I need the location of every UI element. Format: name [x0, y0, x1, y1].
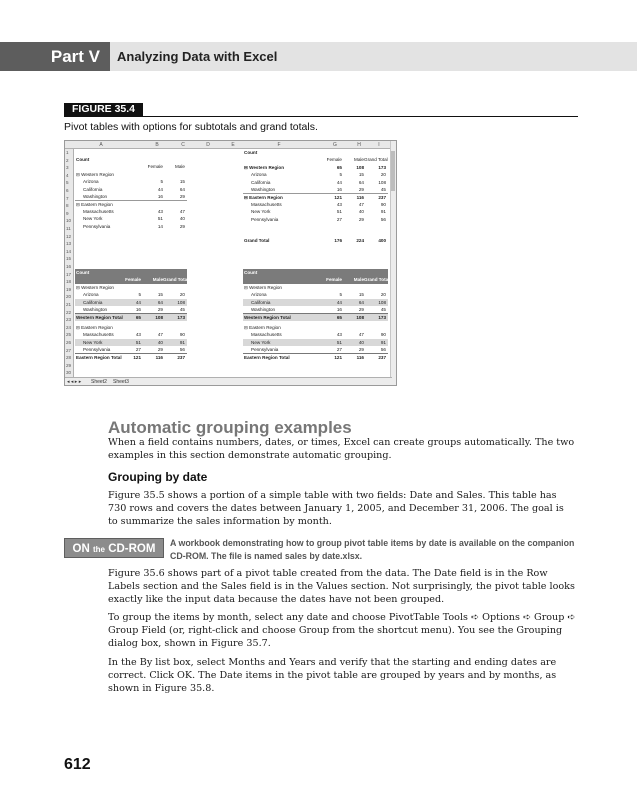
pivot-row [243, 313, 388, 320]
pivot-cell: 29 [157, 347, 163, 352]
pivot-cell: 16 [135, 307, 141, 312]
pivot-cell: 16 [157, 194, 163, 199]
pivot-row [75, 331, 187, 338]
row-header[interactable]: 12 [66, 233, 72, 239]
pivot-cell: Male [353, 277, 364, 283]
pivot-cell: 90 [380, 332, 386, 338]
row-header[interactable]: 7 [66, 195, 69, 201]
row-header[interactable]: 4 [66, 172, 69, 178]
pivot-cell: 121 [334, 355, 342, 361]
pivot-cell: 47 [358, 332, 364, 338]
pivot-cell: 20 [380, 292, 386, 298]
pivot-cell: California [251, 299, 271, 305]
pivot-cell: 27 [336, 347, 342, 352]
pivot-cell: Western Region Total [244, 315, 291, 321]
pivot-cell: 40 [358, 209, 364, 215]
pivot-cell: Male [152, 277, 163, 283]
pivot-cell: 47 [358, 201, 364, 207]
pivot-cell: Washington [251, 307, 276, 312]
pivot-cell: 90 [380, 201, 386, 207]
pivot-cell: 91 [179, 339, 185, 345]
pivot-cell: ⊟ Western Region [244, 164, 285, 170]
pivot-row [243, 276, 388, 283]
pivot-cell: Grand Total [244, 238, 270, 243]
intro-paragraph: When a field contains numbers, dates, or times, Excel can create groups automatically. The two examples in this section demonstrate automatic grouping. [108, 437, 575, 462]
pivot-row [75, 306, 187, 313]
pivot-row [243, 186, 388, 193]
pivot-cell: 15 [179, 179, 185, 185]
pivot-row [75, 313, 187, 320]
pivot-cell: 173 [177, 315, 185, 321]
pivot-cell: 237 [177, 355, 185, 361]
pivot-row [243, 284, 388, 291]
row-header[interactable]: 5 [66, 180, 69, 186]
pivot-cell: 27 [135, 347, 141, 352]
column-header[interactable]: G [333, 142, 337, 148]
row-header[interactable]: 13 [66, 241, 72, 247]
sheet-tab-1[interactable]: Sheet2 [91, 379, 107, 385]
pivot-cell: 121 [334, 195, 342, 201]
pivot-cell: Grand Total [364, 157, 388, 163]
pivot-cell: 56 [380, 347, 386, 352]
pivot-cell: 43 [336, 201, 342, 207]
pivot-cell: Pennsylvania [83, 223, 111, 229]
pivot-row [243, 324, 388, 331]
pivot-cell: 5 [339, 292, 342, 298]
pivot-row [75, 171, 187, 178]
pivot-cell: New York [251, 339, 271, 345]
pivot-cell: 5 [160, 179, 163, 185]
pivot-cell: California [83, 186, 103, 192]
pivot-cell: 173 [378, 164, 386, 170]
pivot-cell: 44 [336, 179, 342, 185]
pivot-cell: 116 [356, 195, 364, 201]
row-header[interactable]: 29 [66, 362, 72, 368]
paragraph-2: Figure 35.6 shows part of a pivot table created from the data. The Date field is in the Row Labels section and the Sales field is in the Values section. Not surprisingly, the pivot table looks exactly like the input data because the dates have not been grouped. [108, 568, 575, 606]
row-header[interactable]: 2 [66, 157, 69, 163]
vertical-scrollbar[interactable] [390, 141, 396, 386]
pivot-table-subtotals-right [243, 269, 388, 374]
pivot-cell: 45 [380, 187, 386, 192]
row-header[interactable]: 11 [66, 226, 71, 231]
pivot-cell: 16 [336, 307, 342, 312]
column-header[interactable]: H [357, 142, 361, 148]
pivot-cell: 44 [135, 299, 141, 305]
row-header[interactable]: 21 [66, 302, 72, 307]
pivot-cell: New York [83, 339, 103, 345]
column-header[interactable]: A [99, 142, 103, 148]
pivot-cell: Arizona [251, 292, 267, 298]
pivot-row [243, 149, 388, 156]
row-header[interactable]: 17 [66, 271, 72, 277]
pivot-row [75, 156, 187, 163]
spreadsheet-figure [64, 140, 397, 386]
pivot-cell: 20 [380, 172, 386, 178]
column-header[interactable]: D [206, 142, 210, 148]
pivot-cell: Western Region Total [76, 315, 123, 321]
pivot-row [243, 171, 388, 178]
figure-label: FIGURE 35.4 [64, 103, 143, 116]
pivot-row [243, 306, 388, 313]
pivot-cell: 56 [380, 216, 386, 222]
section-heading: Automatic grouping examples [108, 418, 352, 437]
pivot-cell: 91 [380, 209, 386, 215]
pivot-cell: 29 [358, 307, 364, 312]
pivot-cell: 29 [358, 347, 364, 352]
sheet-tab-bar [65, 377, 392, 385]
paragraph-1: Figure 35.5 shows a portion of a simple table with two fields: Date and Sales. This table has 730 rows and covers the dates between January 1, 2005, and December 31, 2006. The goal is to summarize the sales information by month. [108, 490, 564, 528]
row-header[interactable]: 15 [66, 256, 72, 262]
row-header[interactable]: 10 [66, 218, 72, 224]
pivot-cell: 108 [155, 315, 163, 321]
pivot-cell: Arizona [83, 179, 99, 185]
column-header[interactable]: E [231, 142, 235, 148]
pivot-cell: Male [175, 164, 185, 170]
pivot-row [243, 269, 388, 276]
pivot-cell: Eastern Region Total [244, 355, 290, 361]
pivot-cell: 43 [135, 332, 141, 338]
pivot-row [243, 339, 388, 346]
pivot-row [243, 299, 388, 306]
row-headers [65, 149, 74, 379]
pivot-cell: 56 [179, 347, 185, 352]
pivot-cell: 65 [336, 164, 342, 170]
pivot-cell: 14 [157, 223, 163, 229]
pivot-cell: 173 [378, 315, 386, 321]
pivot-cell: Female [326, 157, 342, 163]
pivot-row [75, 284, 187, 291]
pivot-cell: 116 [155, 355, 163, 361]
row-header[interactable]: 9 [66, 210, 69, 216]
pivot-cell: 15 [358, 172, 364, 178]
pivot-cell: 29 [358, 187, 364, 192]
pivot-cell: Grand Total [163, 277, 189, 283]
page-number: 612 [64, 756, 91, 773]
pivot-cell: ⊟ Western Region [244, 284, 282, 290]
pivot-cell: 108 [378, 299, 386, 305]
pivot-cell: 40 [358, 339, 364, 345]
pivot-cell: Arizona [251, 172, 267, 178]
pivot-cell: 5 [138, 292, 141, 298]
pivot-cell: ⊟ Eastern Region [76, 324, 113, 330]
pivot-cell: California [83, 299, 103, 305]
pivot-cell: 15 [358, 292, 364, 298]
pivot-row [75, 215, 187, 222]
paragraph-3: To group the items by month, select any date and choose PivotTable Tools ➪ Options ➪ Group ➪ Group Field (or, right-click and choose Group from the shortcut menu). You see the Grouping dialog box, shown in Figure 35.7. [108, 612, 576, 650]
pivot-cell: 64 [358, 299, 364, 305]
pivot-cell: 40 [179, 216, 185, 222]
row-header[interactable]: 28 [66, 355, 72, 361]
pivot-cell: Massachusetts [83, 332, 114, 338]
row-header[interactable]: 22 [66, 309, 72, 315]
pivot-cell: 51 [336, 339, 342, 345]
pivot-cell: Massachusetts [251, 332, 282, 338]
pivot-row [75, 193, 187, 200]
pivot-cell: Male [354, 157, 364, 163]
pivot-cell: 29 [179, 194, 185, 199]
pivot-cell: 400 [378, 238, 386, 243]
pivot-cell: Massachusetts [83, 208, 114, 214]
pivot-cell: 47 [157, 332, 163, 338]
pivot-cell: Count [244, 150, 258, 155]
pivot-cell: New York [83, 216, 103, 222]
pivot-cell: 65 [135, 315, 141, 321]
row-header[interactable]: 18 [66, 279, 72, 285]
cd-rom-note: A workbook demonstrating how to group pivot table items by date is available on the companion CD-ROM. The file is named sales by date.xlsx. [170, 538, 575, 561]
pivot-table-grand-totals [243, 149, 388, 254]
pivot-cell: ⊟ Eastern Region [76, 202, 113, 208]
pivot-cell: Pennsylvania [251, 347, 279, 352]
pivot-row [75, 324, 187, 331]
pivot-row [243, 164, 388, 171]
pivot-cell: 224 [356, 238, 364, 243]
pivot-cell: 27 [336, 216, 342, 222]
sheet-tab-2[interactable]: Sheet3 [113, 379, 129, 385]
pivot-cell: 47 [179, 208, 185, 214]
pivot-row [75, 269, 187, 276]
pivot-cell: 64 [157, 299, 163, 305]
pivot-cell: 45 [179, 307, 185, 312]
pivot-cell: Count [244, 270, 258, 275]
pivot-cell: Arizona [83, 292, 99, 298]
pivot-cell: Washington [251, 187, 276, 192]
row-header[interactable]: 25 [66, 332, 72, 338]
pivot-cell: 16 [336, 187, 342, 192]
pivot-cell: ⊟ Eastern Region [244, 324, 281, 330]
pivot-row [243, 216, 388, 223]
pivot-cell: Count [76, 270, 90, 275]
pivot-row [243, 201, 388, 208]
pivot-cell: New York [251, 209, 271, 215]
pivot-cell: 116 [356, 355, 364, 361]
pivot-cell: 51 [157, 216, 163, 222]
pivot-cell: Female [326, 277, 342, 283]
pivot-cell: 108 [356, 164, 364, 170]
pivot-cell: 108 [356, 315, 364, 321]
pivot-cell: Female [147, 164, 163, 170]
row-header[interactable]: 8 [66, 203, 69, 209]
pivot-cell: 90 [179, 332, 185, 338]
pivot-cell: California [251, 179, 271, 185]
pivot-cell: Female [125, 277, 141, 283]
pivot-cell: 176 [334, 238, 342, 243]
pivot-row [75, 291, 187, 298]
pivot-cell: 44 [336, 299, 342, 305]
pivot-cell: 5 [339, 172, 342, 178]
pivot-cell: 29 [179, 223, 185, 229]
pivot-cell: Massachusetts [251, 201, 282, 207]
pivot-row [75, 339, 187, 346]
pivot-cell: 65 [336, 315, 342, 321]
pivot-table-no-totals [75, 156, 187, 229]
subsection-heading: Grouping by date [108, 470, 208, 484]
pivot-row [243, 179, 388, 186]
pivot-row [75, 346, 187, 353]
pivot-cell: 64 [179, 186, 185, 192]
pivot-cell: Grand Total [364, 277, 390, 283]
chapter-title: Analyzing Data with Excel [117, 49, 278, 64]
row-header[interactable]: 16 [66, 264, 72, 269]
pivot-cell: 91 [380, 339, 386, 345]
row-header[interactable]: 1 [66, 150, 69, 155]
row-header[interactable]: 20 [66, 294, 72, 300]
row-header[interactable]: 3 [66, 165, 69, 171]
pivot-row [75, 299, 187, 306]
cd-rom-badge: ON the CD-ROM [64, 538, 164, 558]
pivot-cell: 40 [157, 339, 163, 345]
pivot-row [243, 353, 388, 360]
paragraph-4: In the By list box, select Months and Years and verify that the starting and ending dates are correct. Click OK. The Date items in the pivot table are grouped by years and by months, as shown in Figure 35.8. [108, 657, 557, 695]
pivot-cell: Count [76, 157, 90, 162]
column-header[interactable]: B [155, 142, 159, 148]
figure-rule [64, 116, 578, 117]
pivot-row [75, 200, 187, 207]
scroll-thumb[interactable] [391, 151, 395, 191]
figure-caption: Pivot tables with options for subtotals and grand totals. [64, 121, 318, 133]
pivot-row [75, 186, 187, 193]
pivot-row [75, 208, 187, 215]
pivot-cell: 43 [336, 332, 342, 338]
pivot-row [75, 163, 187, 170]
pivot-cell: 44 [157, 186, 163, 192]
row-header[interactable]: 24 [66, 324, 72, 330]
running-header [0, 42, 637, 71]
pivot-cell: Pennsylvania [83, 347, 111, 352]
pivot-cell: 29 [358, 216, 364, 222]
pivot-row [75, 353, 187, 360]
row-header[interactable]: 27 [66, 347, 72, 353]
pivot-row [243, 237, 388, 244]
row-header[interactable]: 19 [66, 286, 72, 292]
pivot-cell: 43 [157, 208, 163, 214]
pivot-cell: 29 [157, 307, 163, 312]
pivot-row [243, 291, 388, 298]
row-header[interactable]: 26 [66, 340, 72, 345]
part-label: Part V [0, 42, 110, 71]
pivot-row [243, 346, 388, 353]
pivot-cell: ⊟ Western Region [76, 284, 114, 290]
pivot-cell: Eastern Region Total [76, 355, 122, 361]
pivot-cell: 108 [177, 299, 185, 305]
pivot-cell: Washington [83, 194, 108, 199]
column-header[interactable]: F [277, 142, 281, 148]
tab-nav-arrows[interactable]: ◂ ◂ ▸ ▸ [67, 379, 82, 385]
pivot-cell: Pennsylvania [251, 216, 279, 222]
pivot-cell: 51 [135, 339, 141, 345]
row-header[interactable]: 14 [66, 248, 72, 254]
pivot-table-subtotals-left [75, 269, 187, 374]
pivot-cell: 20 [179, 292, 185, 298]
pivot-cell: 51 [336, 209, 342, 215]
pivot-row [75, 276, 187, 283]
pivot-cell: 121 [133, 355, 141, 361]
pivot-cell: Washington [83, 307, 108, 312]
column-headers [65, 141, 397, 149]
pivot-row [243, 331, 388, 338]
pivot-cell: 108 [378, 179, 386, 185]
pivot-row [75, 178, 187, 185]
pivot-cell: ⊟ Eastern Region [244, 195, 283, 201]
pivot-cell: 237 [378, 355, 386, 361]
pivot-row [243, 193, 388, 200]
row-header[interactable]: 6 [66, 188, 69, 193]
pivot-row [75, 223, 187, 230]
pivot-row [243, 208, 388, 215]
pivot-cell: 237 [378, 195, 386, 201]
column-header[interactable]: I [378, 142, 380, 148]
pivot-cell: 64 [358, 179, 364, 185]
pivot-cell: 45 [380, 307, 386, 312]
pivot-cell: ⊟ Western Region [76, 171, 114, 177]
row-header[interactable]: 30 [66, 370, 72, 376]
pivot-cell: 15 [157, 292, 163, 298]
column-header[interactable]: C [181, 142, 185, 148]
pivot-row [243, 156, 388, 163]
row-header[interactable]: 23 [66, 317, 72, 323]
